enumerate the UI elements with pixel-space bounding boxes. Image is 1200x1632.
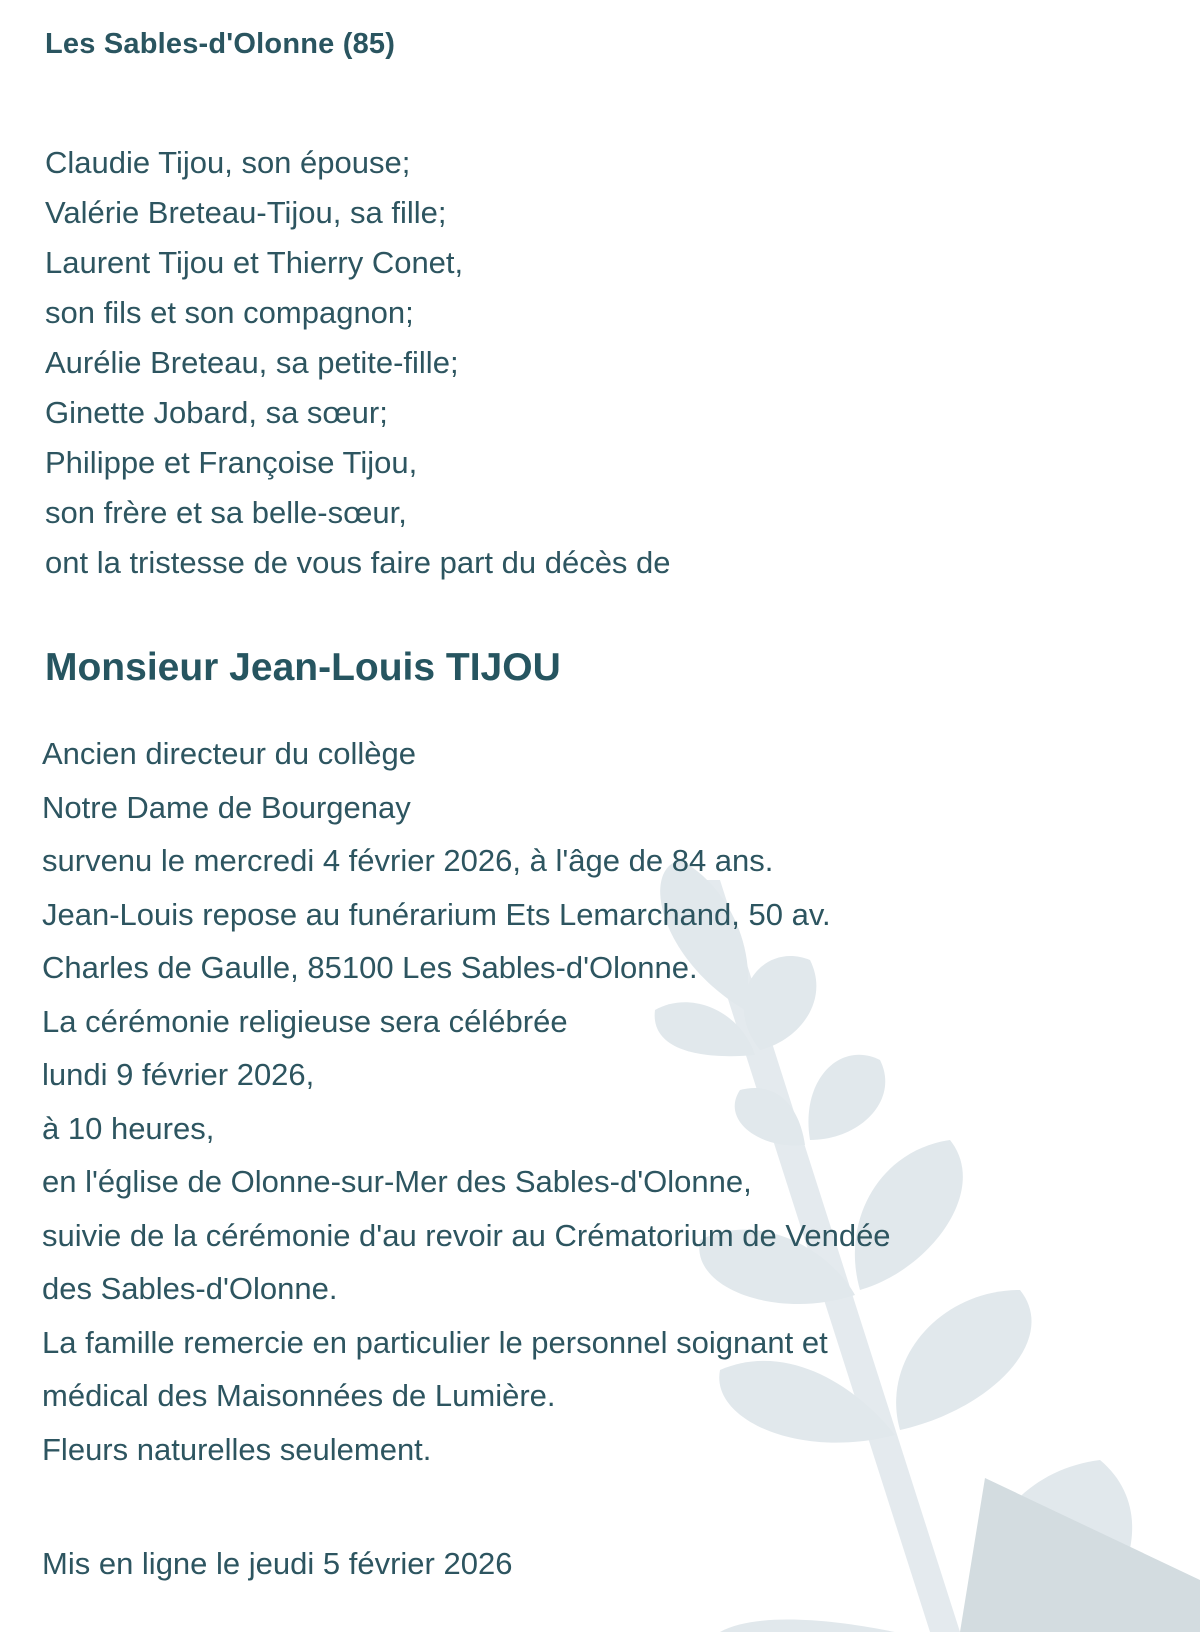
detail-line: suivie de la cérémonie d'au revoir au Crématorium de Vendée bbox=[42, 1217, 891, 1253]
details-list bbox=[42, 727, 891, 1476]
detail-line: Ancien directeur du collège bbox=[42, 736, 416, 771]
published-date: Mis en ligne le jeudi 5 février 2026 bbox=[42, 1546, 513, 1581]
detail-line: La famille remercie en particulier le personnel soignant et bbox=[42, 1324, 828, 1360]
family-list bbox=[45, 138, 671, 588]
announcement-line: ont la tristesse de vous faire part du décès de bbox=[45, 545, 671, 580]
detail-line: survenu le mercredi 4 février 2026, à l'âge de 84 ans. bbox=[42, 843, 774, 878]
family-line: Philippe et Françoise Tijou, bbox=[45, 445, 418, 480]
family-line: Ginette Jobard, sa sœur; bbox=[45, 395, 388, 430]
detail-line: lundi 9 février 2026, bbox=[42, 1057, 315, 1092]
detail-line: Jean-Louis repose au funérarium Ets Lemarchand, 50 av. bbox=[42, 896, 831, 932]
detail-line: Fleurs naturelles seulement. bbox=[42, 1431, 432, 1467]
family-line: Laurent Tijou et Thierry Conet, bbox=[45, 245, 464, 280]
location-heading: Les Sables-d'Olonne (85) bbox=[45, 28, 396, 60]
detail-line: à 10 heures, bbox=[42, 1110, 215, 1146]
deceased-name: Monsieur Jean-Louis TIJOU bbox=[45, 646, 561, 689]
detail-line: La cérémonie religieuse sera célébrée bbox=[42, 1003, 568, 1039]
family-line: Valérie Breteau-Tijou, sa fille; bbox=[45, 195, 447, 230]
detail-line: en l'église de Olonne-sur-Mer des Sables-d'Olonne, bbox=[42, 1164, 752, 1199]
detail-line: des Sables-d'Olonne. bbox=[42, 1271, 338, 1306]
detail-line: Charles de Gaulle, 85100 Les Sables-d'Olonne. bbox=[42, 950, 698, 985]
family-line: Claudie Tijou, son épouse; bbox=[45, 145, 411, 180]
family-line: son fils et son compagnon; bbox=[45, 295, 414, 330]
detail-line: médical des Maisonnées de Lumière. bbox=[42, 1378, 556, 1413]
detail-line: Notre Dame de Bourgenay bbox=[42, 789, 411, 825]
family-line: Aurélie Breteau, sa petite-fille; bbox=[45, 345, 459, 380]
family-line: son frère et sa belle-sœur, bbox=[45, 495, 407, 530]
